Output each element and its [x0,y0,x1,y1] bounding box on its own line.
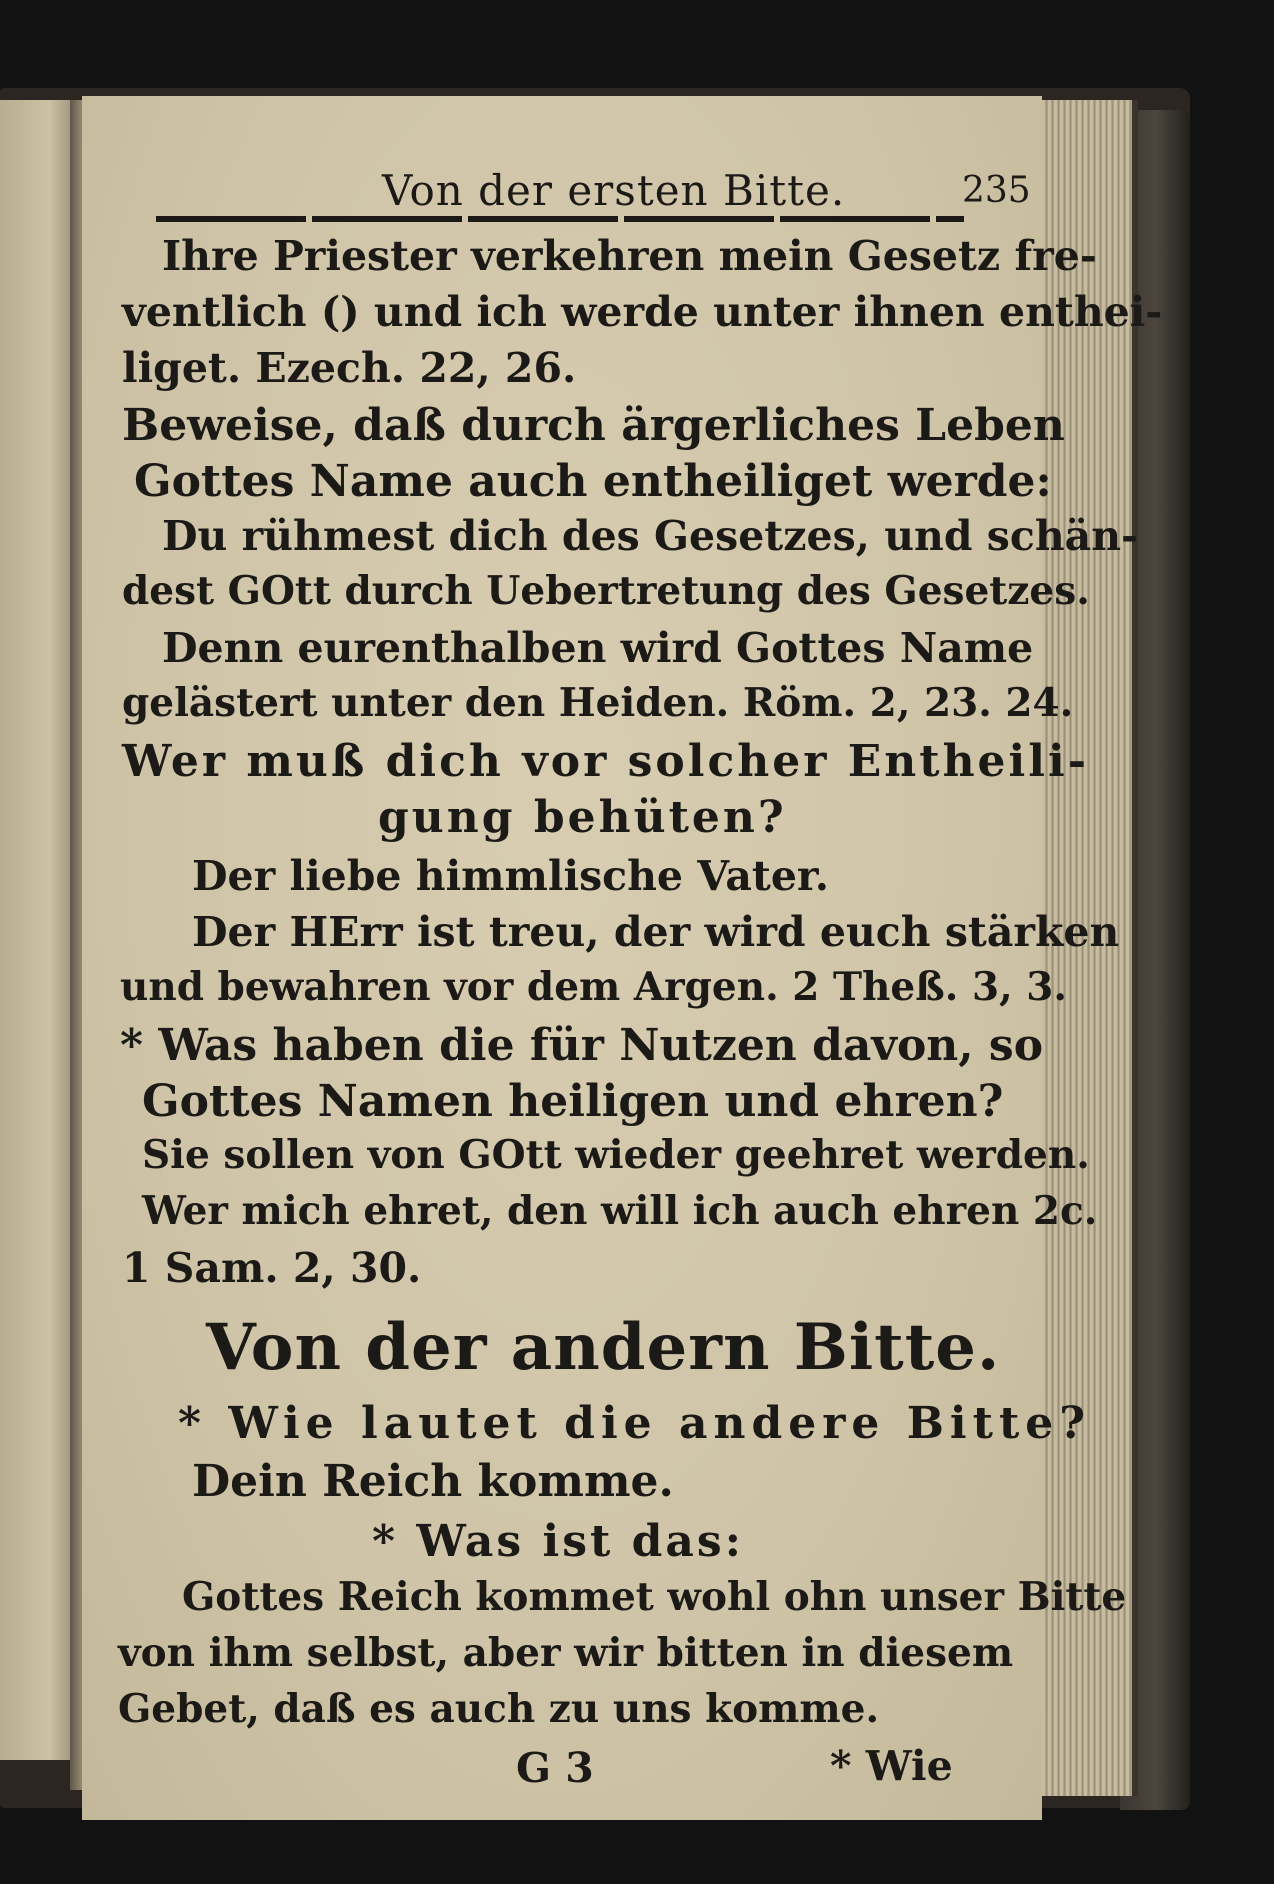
text-line: von ihm selbst, aber wir bitten in diesem [118,1630,1014,1676]
text-line: Gottes Reich kommet wohl ohn unser Bitte [182,1574,1127,1620]
question-line: * Was haben die für Nutzen davon, so [120,1020,1044,1071]
text-line: Der liebe himmlische Vater. [192,852,830,900]
text-line: Sie sollen von GOtt wieder geehret werden. [142,1132,1090,1178]
text-line: Der HErr ist treu, der wird euch stärken [192,908,1120,956]
answer-line: Dein Reich komme. [192,1456,674,1507]
question-line: Gottes Namen heiligen und ehren? [142,1076,1004,1127]
running-head-title: Von der ersten Bitte. [382,166,846,215]
question-line: Gottes Name auch entheiliget werde: [134,456,1052,507]
question-line: * Wie lautet die andere Bitte? [178,1398,1092,1449]
text-line: Wer mich ehret, den will ich auch ehren 2c. [142,1188,1098,1234]
text-line: liget. Ezech. 22, 26. [122,344,577,392]
header-rule [156,216,964,222]
question-line: Beweise, daß durch ärgerliches Leben [122,400,1065,451]
signature-mark: G 3 [516,1744,594,1792]
question-line: Wer muß dich vor solcher Entheili- [122,736,1089,787]
text-line: dest GOtt durch Uebertretung des Gesetzes. [122,568,1090,614]
question-line: gung behüten? [378,792,787,843]
text-line: Gebet, daß es auch zu uns komme. [118,1686,880,1732]
question-line: * Was ist das: [372,1516,744,1567]
book-page [82,96,1163,1820]
text-line: gelästert unter den Heiden. Röm. 2, 23. 24. [122,680,1074,726]
page-number: 235 [962,170,1031,211]
text-line: ventlich () und ich werde unter ihnen enthei- [122,288,1163,336]
catchword: * Wie [830,1742,953,1790]
section-heading: Von der andern Bitte. [206,1310,1001,1385]
text-line: 1 Sam. 2, 30. [122,1244,422,1292]
text-line: Ihre Priester verkehren mein Gesetz fre- [162,232,1097,280]
text-line: und bewahren vor dem Argen. 2 Theß. 3, 3. [120,964,1067,1010]
text-line: Du rühmest dich des Gesetzes, und schän- [162,512,1139,560]
text-line: Denn eurenthalben wird Gottes Name [162,624,1034,672]
